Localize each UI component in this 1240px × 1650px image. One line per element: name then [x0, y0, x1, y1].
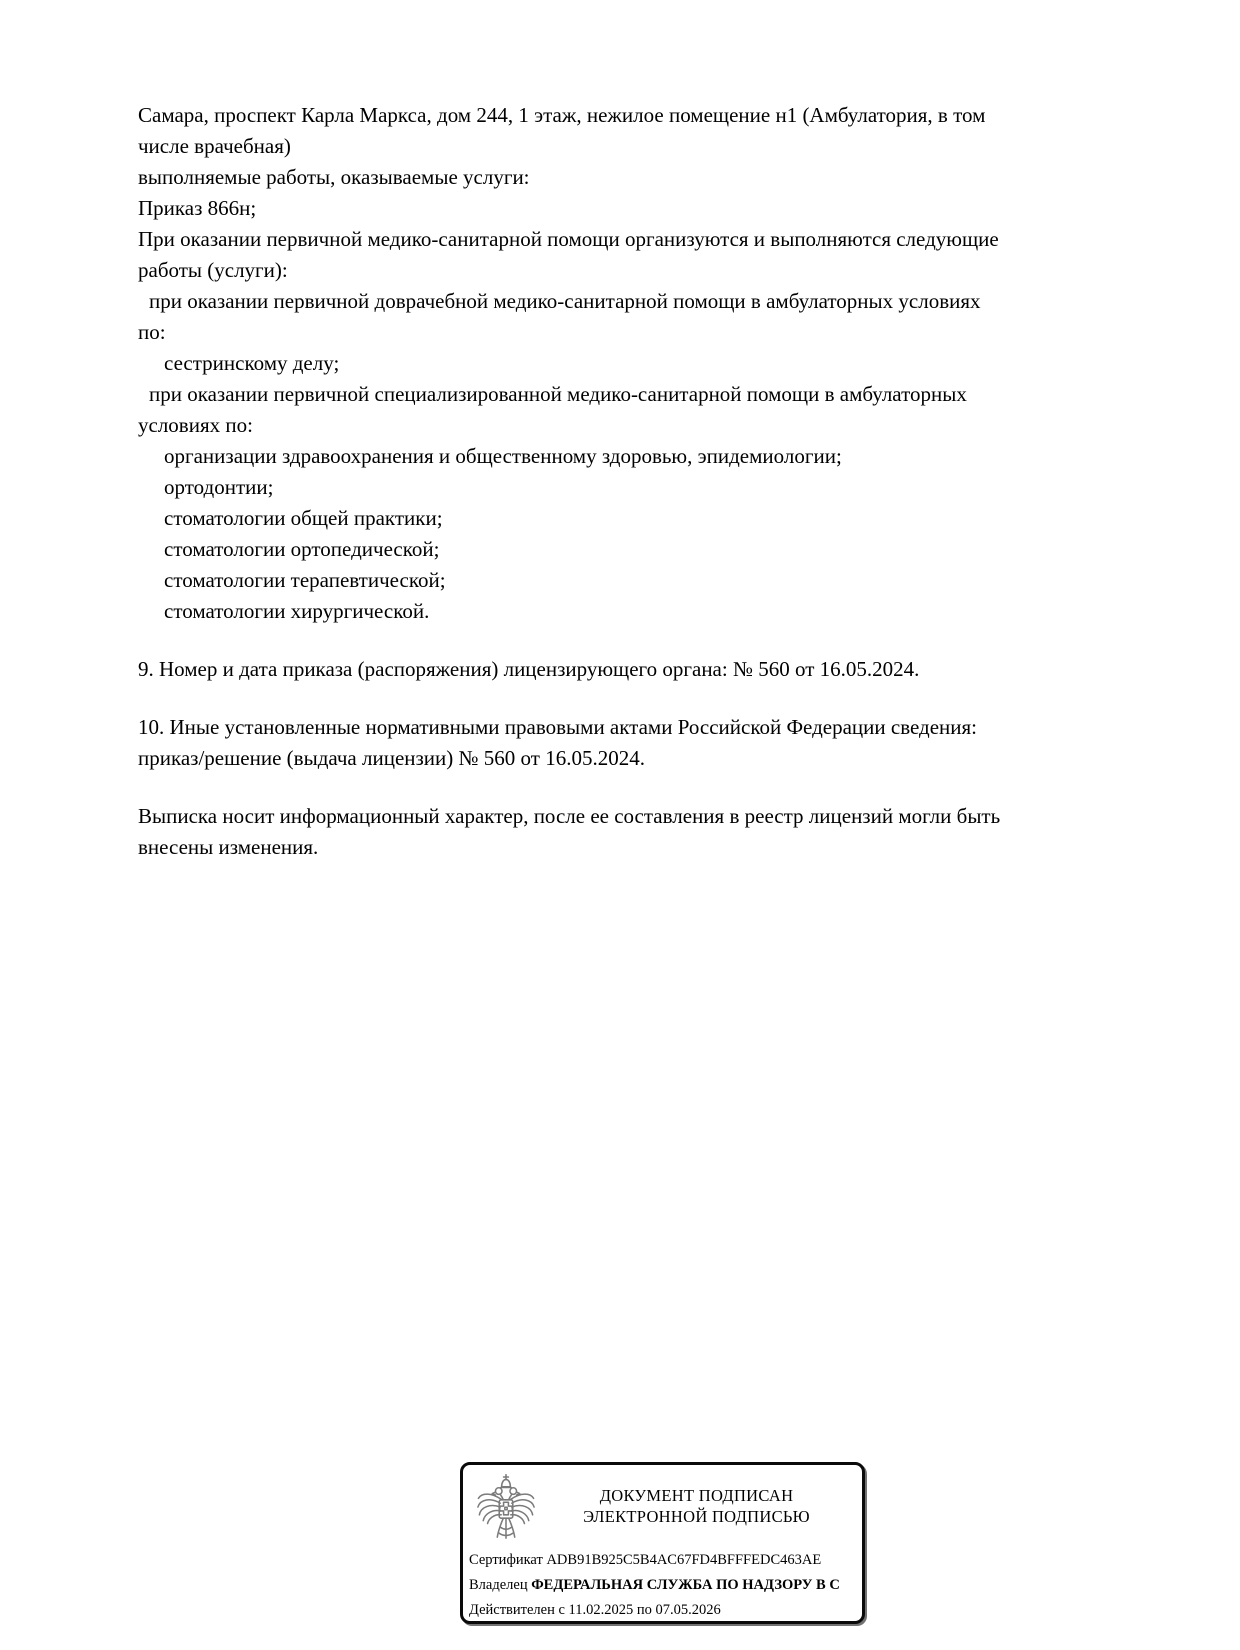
list-item: стоматологии хирургической.: [164, 599, 430, 623]
list-item: организации здравоохранения и общественному здоровью, эпидемиологии;: [164, 444, 842, 468]
text-line: при оказании первичной специализированной медико-санитарной помощи в амбулаторных: [149, 382, 967, 406]
text-line: Самара, проспект Карла Маркса, дом 244, 1 этаж, нежилое помещение н1 (Амбулатория, в том: [138, 103, 986, 127]
license-extract-text: [138, 100, 1123, 863]
disclaimer-note: [138, 801, 1123, 863]
owner-row: [469, 1573, 862, 1598]
owner-value: ФЕДЕРАЛЬНАЯ СЛУЖБА ПО НАДЗОРУ В С: [531, 1577, 840, 1593]
text-line: по:: [138, 320, 166, 344]
list-item: стоматологии терапевтической;: [164, 568, 446, 592]
text-line: 10. Иные установленные нормативными правовыми актами Российской Федерации сведения:: [138, 715, 978, 739]
other-info-item: [138, 712, 1123, 774]
text-line: числе врачебная): [138, 134, 291, 158]
text-line: выполняемые работы, оказываемые услуги:: [138, 165, 530, 189]
certificate-row: [469, 1548, 862, 1573]
stamp-title-line2: ЭЛЕКТРОННОЙ ПОДПИСЬЮ: [583, 1507, 810, 1526]
text-line: Приказ 866н;: [138, 196, 257, 220]
stamp-title: [537, 1485, 856, 1527]
works-services-section: [138, 100, 1123, 627]
digital-signature-stamp: [460, 1462, 865, 1624]
text-line: При оказании первичной медико-санитарной помощи организуются и выполняются следующие: [138, 227, 999, 251]
text-line: работы (услуги):: [138, 258, 288, 282]
roszdravnadzor-eagle-icon: [475, 1472, 537, 1546]
stamp-details: [469, 1548, 862, 1623]
list-item: стоматологии ортопедической;: [164, 537, 440, 561]
text-line: при оказании первичной доврачебной медико-санитарной помощи в амбулаторных условиях: [149, 289, 981, 313]
owner-label: Владелец: [469, 1577, 528, 1593]
order-number-item: [138, 654, 1123, 685]
list-item: ортодонтии;: [164, 475, 274, 499]
certificate-value: ADB91B925C5B4AC67FD4BFFFEDC463AE: [546, 1552, 822, 1568]
stamp-header: [463, 1465, 862, 1546]
text-line: 9. Номер и дата приказа (распоряжения) лицензирующего органа: № 560 от 16.05.2024.: [138, 657, 920, 681]
list-item: сестринскому делу;: [164, 351, 340, 375]
stamp-title-line1: ДОКУМЕНТ ПОДПИСАН: [599, 1486, 794, 1505]
text-line: приказ/решение (выдача лицензии) № 560 от 16.05.2024.: [138, 746, 645, 770]
validity-row: Действителен с 11.02.2025 по 07.05.2026: [469, 1602, 721, 1618]
text-line: условиях по:: [138, 413, 253, 437]
certificate-label: Сертификат: [469, 1552, 543, 1568]
text-line: Выписка носит информационный характер, после ее составления в реестр лицензий могли быть: [138, 804, 1001, 828]
list-item: стоматологии общей практики;: [164, 506, 443, 530]
text-line: внесены изменения.: [138, 835, 319, 859]
